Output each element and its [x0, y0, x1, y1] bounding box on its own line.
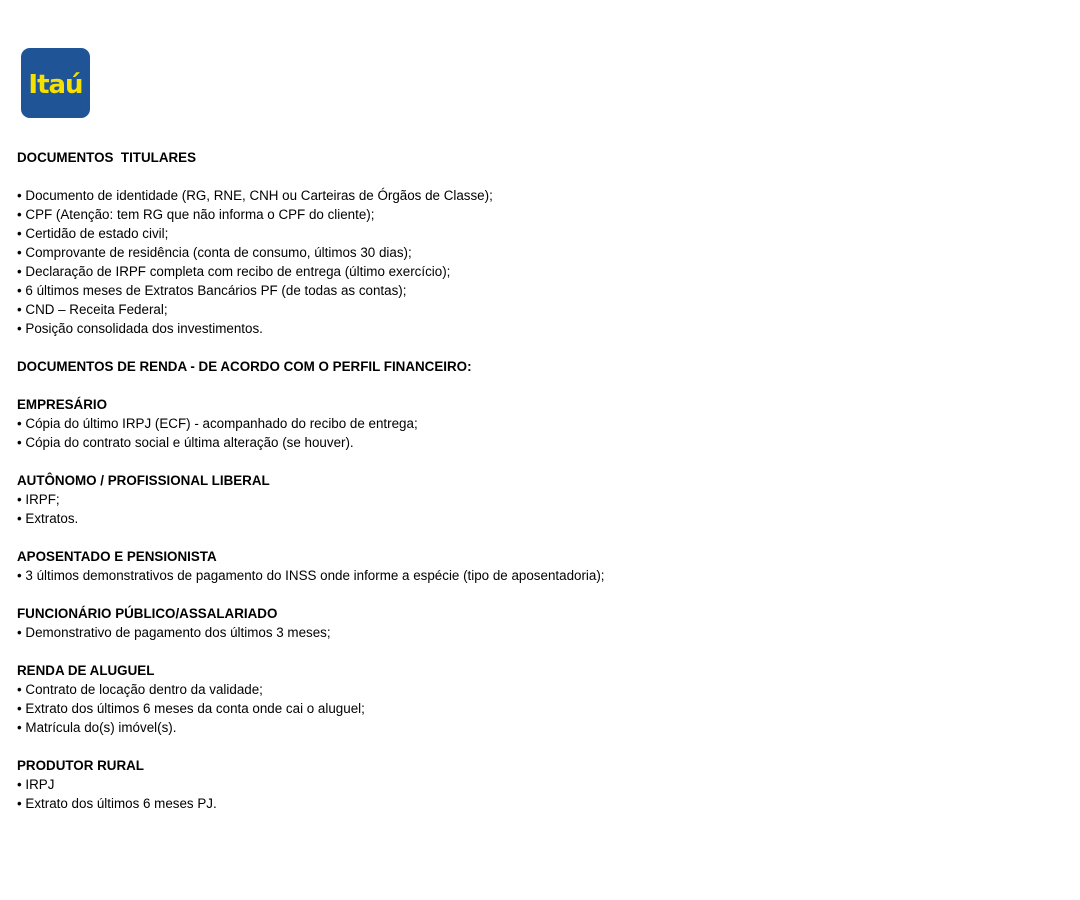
profile-heading: APOSENTADO E PENSIONISTA — [17, 549, 217, 564]
profile-funcionario — [17, 604, 1057, 642]
profile-heading: PRODUTOR RURAL — [17, 758, 144, 773]
list-item: • Extratos. — [17, 511, 79, 526]
section-titulares — [17, 148, 1057, 338]
list-item: • Comprovante de residência (conta de consumo, últimos 30 dias); — [17, 245, 412, 260]
list-item: • IRPJ — [17, 777, 55, 792]
section-renda — [17, 357, 1057, 376]
profile-autonomo — [17, 471, 1057, 528]
list-item: • Extrato dos últimos 6 meses PJ. — [17, 796, 217, 811]
list-item: • Matrícula do(s) imóvel(s). — [17, 720, 177, 735]
profile-heading: RENDA DE ALUGUEL — [17, 663, 155, 678]
profile-heading: AUTÔNOMO / PROFISSIONAL LIBERAL — [17, 473, 270, 488]
heading-titulares: DOCUMENTOS TITULARES — [17, 150, 197, 165]
profile-produtor-rural — [17, 756, 1057, 813]
list-item: • Cópia do contrato social e última alteração (se houver). — [17, 435, 354, 450]
profile-heading: FUNCIONÁRIO PÚBLICO/ASSALARIADO — [17, 606, 278, 621]
list-item: • Extrato dos últimos 6 meses da conta onde cai o aluguel; — [17, 701, 365, 716]
list-item: • 6 últimos meses de Extratos Bancários PF (de todas as contas); — [17, 283, 407, 298]
list-item: • Documento de identidade (RG, RNE, CNH ou Carteiras de Órgãos de Classe); — [17, 188, 493, 203]
list-item: • CPF (Atenção: tem RG que não informa o CPF do cliente); — [17, 207, 375, 222]
heading-renda: DOCUMENTOS DE RENDA - DE ACORDO COM O PERFIL FINANCEIRO: — [17, 359, 472, 374]
profile-aluguel — [17, 661, 1057, 737]
list-item: • Declaração de IRPF completa com recibo de entrega (último exercício); — [17, 264, 451, 279]
list-item: • Posição consolidada dos investimentos. — [17, 321, 263, 336]
profile-empresario — [17, 395, 1057, 452]
itau-logo-text: Itaú — [28, 69, 83, 100]
list-item: • CND – Receita Federal; — [17, 302, 168, 317]
list-item: • Demonstrativo de pagamento dos últimos 3 meses; — [17, 625, 331, 640]
profile-heading: EMPRESÁRIO — [17, 397, 108, 412]
list-item: • 3 últimos demonstrativos de pagamento do INSS onde informe a espécie (tipo de aposentadoria); — [17, 568, 605, 583]
document-body — [17, 148, 1057, 832]
list-item: • Contrato de locação dentro da validade; — [17, 682, 263, 697]
list-item: • Certidão de estado civil; — [17, 226, 169, 241]
profile-aposentado — [17, 547, 1057, 585]
itau-logo — [21, 48, 90, 118]
list-item: • Cópia do último IRPJ (ECF) - acompanhado do recibo de entrega; — [17, 416, 418, 431]
list-item: • IRPF; — [17, 492, 60, 507]
